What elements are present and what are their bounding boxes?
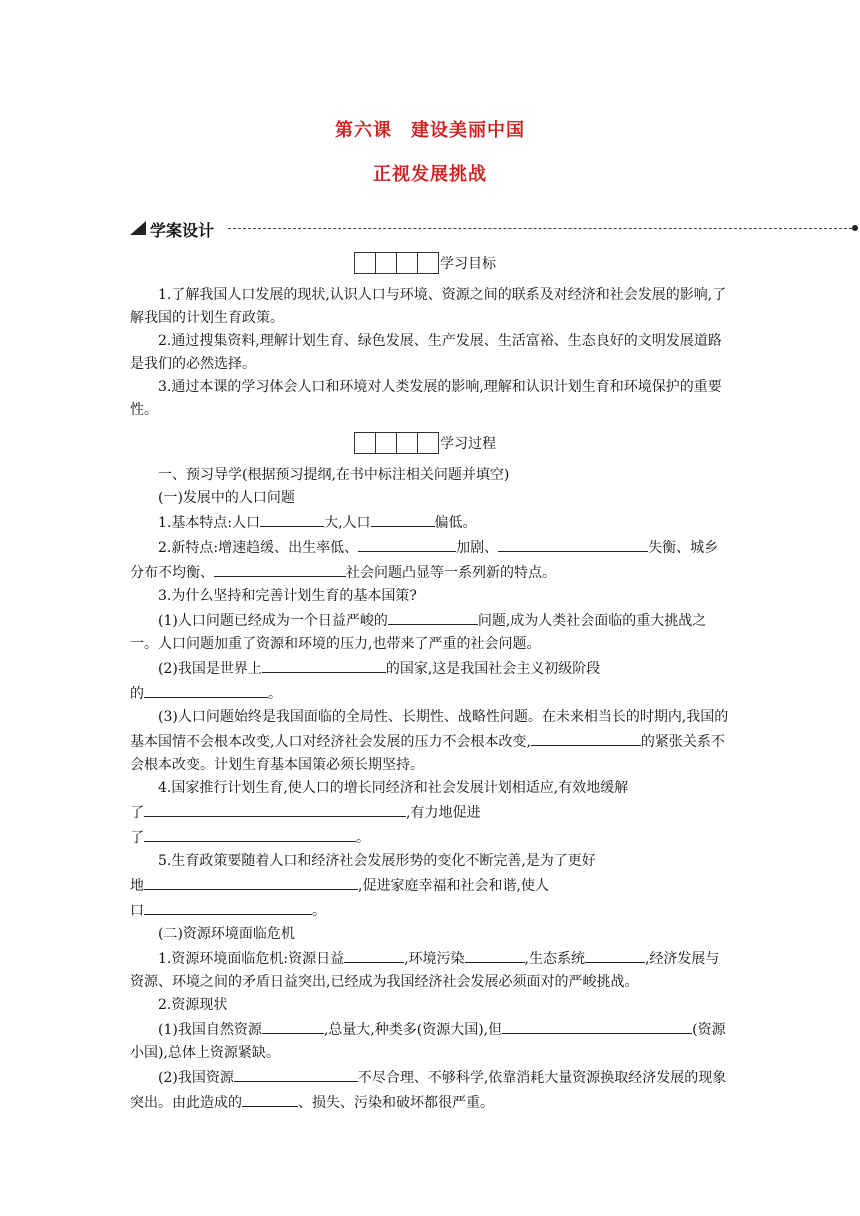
box-icon bbox=[417, 252, 439, 274]
box-icon bbox=[396, 252, 418, 274]
goals-heading-text: 学习目标 bbox=[440, 256, 496, 272]
question-3: 3.为什么坚持和完善计划生育的基本国策? bbox=[158, 588, 417, 604]
box-icon bbox=[417, 432, 439, 454]
triangle-icon bbox=[130, 221, 146, 235]
section-banner bbox=[130, 218, 860, 240]
question-4: 4.国家推行计划生育,使人口的增长同经济和社会发展计划相适应,有效地缓解 bbox=[158, 780, 629, 796]
blank-field[interactable] bbox=[465, 946, 525, 963]
blank-field[interactable] bbox=[502, 1017, 692, 1034]
blank-field[interactable] bbox=[371, 510, 435, 527]
blank-field[interactable] bbox=[498, 535, 648, 552]
blank-field[interactable] bbox=[358, 535, 456, 552]
blank-field[interactable] bbox=[144, 681, 268, 698]
question-3-1: (1)人口问题已经成为一个日益严峻的 问题,成为人类社会面临的重大挑战之一。人口问题加重了资源和环境的压力,也带来了严重的社会问题。 bbox=[130, 608, 730, 656]
blank-field[interactable] bbox=[260, 510, 324, 527]
box-icon bbox=[354, 432, 376, 454]
goals-heading bbox=[354, 252, 496, 276]
blank-field[interactable] bbox=[144, 873, 358, 890]
question-2: 2.新特点:增速趋缓、出生率低、 加剧、 失衡、城乡分布不均衡、 社会问题凸显等一系列新的特点。 bbox=[130, 535, 730, 585]
blank-field[interactable] bbox=[388, 608, 478, 625]
goals-list bbox=[130, 284, 730, 422]
blank-field[interactable] bbox=[242, 1090, 298, 1107]
box-icon bbox=[396, 432, 418, 454]
question-5: 5.生育政策要随着人口和经济社会发展形势的变化不断完善,是为了更好 bbox=[158, 853, 596, 869]
lesson-title: 第六课 建设美丽中国 bbox=[335, 120, 525, 141]
blank-field[interactable] bbox=[344, 946, 404, 963]
resource-2-1: (1)我国自然资源 ,总量大,种类多(资源大国),但 (资源小国),总体上资源紧缺。 bbox=[130, 1017, 730, 1065]
dot-icon bbox=[852, 225, 858, 231]
goal-item: 1.了解我国人口发展的现状,认识人口与环境、资源之间的联系及对经济和社会发展的影响,了解我国的计划生育政策。 bbox=[130, 287, 727, 326]
blank-field[interactable] bbox=[144, 898, 312, 915]
question-4-line2: 了 ,有力地促进 bbox=[130, 800, 730, 825]
blank-field[interactable] bbox=[234, 1065, 358, 1082]
dashed-divider bbox=[228, 228, 852, 229]
question-1: 1.基本特点:人口 大,人口 偏低。 bbox=[130, 510, 730, 535]
goal-item: 2.通过搜集资料,理解计划生育、绿色发展、生产发展、生活富裕、生态良好的文明发展道路是我们的必然选择。 bbox=[130, 333, 722, 372]
box-icon bbox=[375, 432, 397, 454]
question-4-line3: 了 。 bbox=[130, 825, 730, 850]
blank-field[interactable] bbox=[262, 656, 386, 673]
goal-item: 3.通过本课的学习体会人口和环境对人类发展的影响,理解和认识计划生育和环境保护的重要性。 bbox=[130, 379, 722, 418]
box-icon bbox=[354, 252, 376, 274]
part2-title: (二)资源环境面临危机 bbox=[158, 926, 295, 942]
process-heading bbox=[354, 432, 496, 456]
box-icon bbox=[375, 252, 397, 274]
question-3-3: (3)人口问题始终是我国面临的全局性、长期性、战略性问题。在未来相当长的时期内,我国的基本国情不会根本改变,人口对经济社会发展的压力不会根本改变, 的紧张关系不会根本改变。计划生育基本国策必须长期坚持。 bbox=[130, 709, 729, 773]
banner-label: 学案设计 bbox=[150, 221, 215, 240]
resource-2: 2.资源现状 bbox=[158, 997, 228, 1013]
blank-field[interactable] bbox=[585, 946, 645, 963]
part1-title: (一)发展中的人口问题 bbox=[158, 490, 295, 506]
question-5-line3: 口 。 bbox=[130, 898, 730, 923]
process-body bbox=[130, 464, 730, 1115]
lesson-subtitle: 正视发展挑战 bbox=[373, 164, 487, 185]
blank-field[interactable] bbox=[531, 729, 641, 746]
question-3-2: (2)我国是世界上 的国家,这是我国社会主义初级阶段 bbox=[130, 656, 730, 681]
blank-field[interactable] bbox=[144, 800, 406, 817]
blank-field[interactable] bbox=[144, 825, 356, 842]
intro-line: 一、预习导学(根据预习提纲,在书中标注相关问题并填空) bbox=[158, 467, 510, 483]
process-heading-text: 学习过程 bbox=[440, 436, 496, 452]
resource-2-2: (2)我国资源 不尽合理、不够科学,依靠消耗大量资源换取经济发展的现象突出。由此造成的 、损失、污染和破坏都很严重。 bbox=[130, 1065, 730, 1115]
blank-field[interactable] bbox=[214, 560, 346, 577]
resource-1: 1.资源环境面临危机:资源日益 ,环境污染 ,生态系统 ,经济发展与资源、环境之间的矛盾日益突出,已经成为我国经济社会发展必须面对的严峻挑战。 bbox=[130, 946, 730, 994]
question-5-line2: 地 ,促进家庭幸福和社会和谐,使人 bbox=[130, 873, 730, 898]
blank-field[interactable] bbox=[262, 1017, 324, 1034]
question-3-2-cont: 的 。 bbox=[130, 681, 730, 706]
